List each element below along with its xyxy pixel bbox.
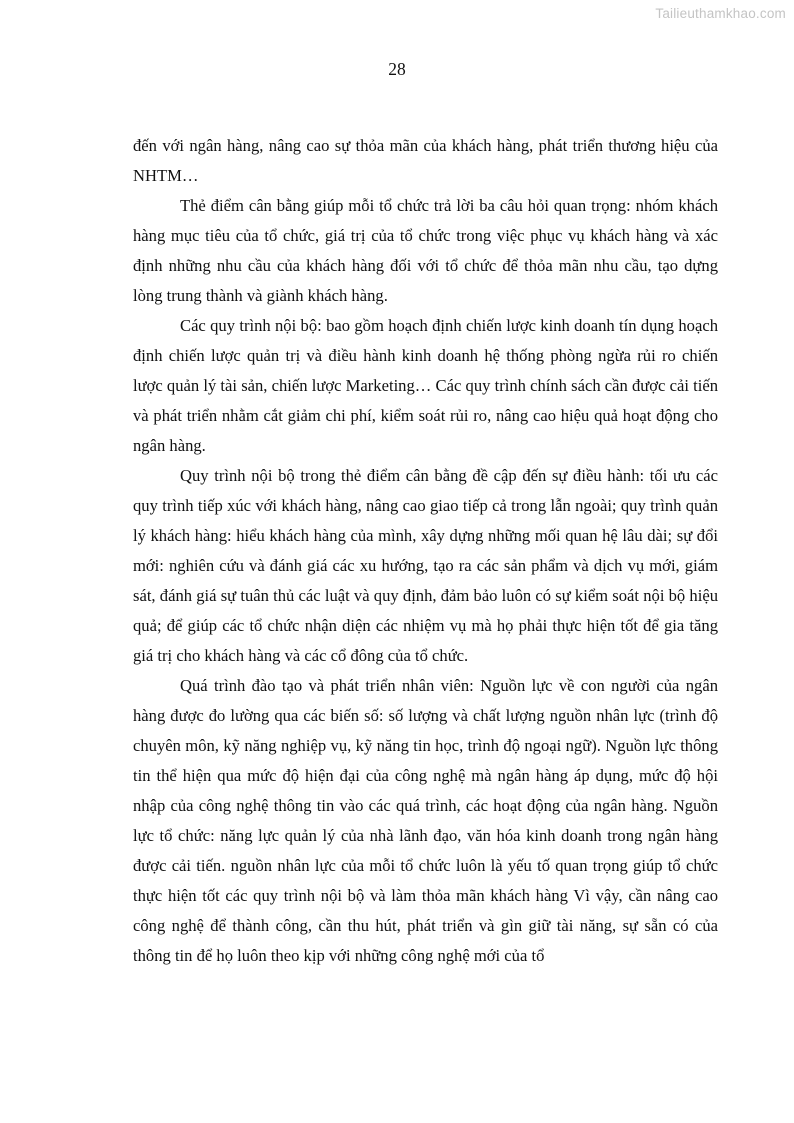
paragraph-continuation: đến với ngân hàng, nâng cao sự thỏa mãn của khách hàng, phát triển thương hiệu của NHTM… xyxy=(133,136,718,185)
document-body xyxy=(133,131,718,971)
paragraph-internal-process-scorecard: Quy trình nội bộ trong thẻ điểm cân bằng đề cập đến sự điều hành: tối ưu các quy trình tiếp xúc với khách hàng, nâng cao giao tiếp cả trong lẫn ngoài; quy trình quản lý khách hàng: hiểu khách hàng của mình, xây dựng những mối quan hệ lâu dài; sự đổi mới: nghiên cứu và đánh giá các xu hướng, tạo ra các sản phẩm và dịch vụ mới, giám sát, đánh giá sự tuân thủ các luật và quy định, đảm bảo luôn có sự kiểm soát nội bộ hiệu quả; để giúp các tổ chức nhận diện các nhiệm vụ mà họ phải thực hiện tốt để gia tăng giá trị cho khách hàng và các cổ đông của tổ chức. xyxy=(133,466,718,665)
paragraph-internal-processes: Các quy trình nội bộ: bao gồm hoạch định chiến lược kinh doanh tín dụng hoạch định chiến lược quản trị và điều hành kinh doanh hệ thống phòng ngừa rủi ro chiến lược quản lý tài sản, chiến lược Marketing… Các quy trình chính sách cần được cải tiến và phát triển nhằm cắt giảm chi phí, kiểm soát rủi ro, nâng cao hiệu quả hoạt động cho ngân hàng. xyxy=(133,316,718,455)
paragraph-balanced-scorecard: Thẻ điểm cân bằng giúp mỗi tổ chức trả lời ba câu hỏi quan trọng: nhóm khách hàng mục tiêu của tổ chức, giá trị của tổ chức trong việc phục vụ khách hàng và xác định những nhu cầu của khách hàng đối với tổ chức để thỏa mãn nhu cầu, tạo dựng lòng trung thành và giành khách hàng. xyxy=(133,196,718,305)
page-number: 28 xyxy=(388,59,406,79)
paragraph-training-development: Quá trình đào tạo và phát triển nhân viên: Nguồn lực về con người của ngân hàng được đo lường qua các biến số: số lượng và chất lượng nguồn nhân lực (trình độ chuyên môn, kỹ năng nghiệp vụ, kỹ năng tin học, trình độ ngoại ngữ). Nguồn lực thông tin thể hiện qua mức độ hiện đại của công nghệ mà ngân hàng áp dụng, mức độ hội nhập của công nghệ thông tin vào các quá trình, các hoạt động của ngân hàng. Nguồn lực tổ chức: năng lực quản lý của nhà lãnh đạo, văn hóa kinh doanh trong ngân hàng được cải tiến. nguồn nhân lực của mỗi tổ chức luôn là yếu tố quan trọng giúp tổ chức thực hiện tốt các quy trình nội bộ và làm thỏa mãn khách hàng Vì vậy, cần nâng cao công nghệ để thành công, cần thu hút, phát triển và gìn giữ tài năng, sự sẵn có của thông tin để họ luôn theo kịp với những công nghệ mới của tổ xyxy=(133,676,718,965)
watermark: Tailieuthamkhao.com xyxy=(655,6,786,21)
